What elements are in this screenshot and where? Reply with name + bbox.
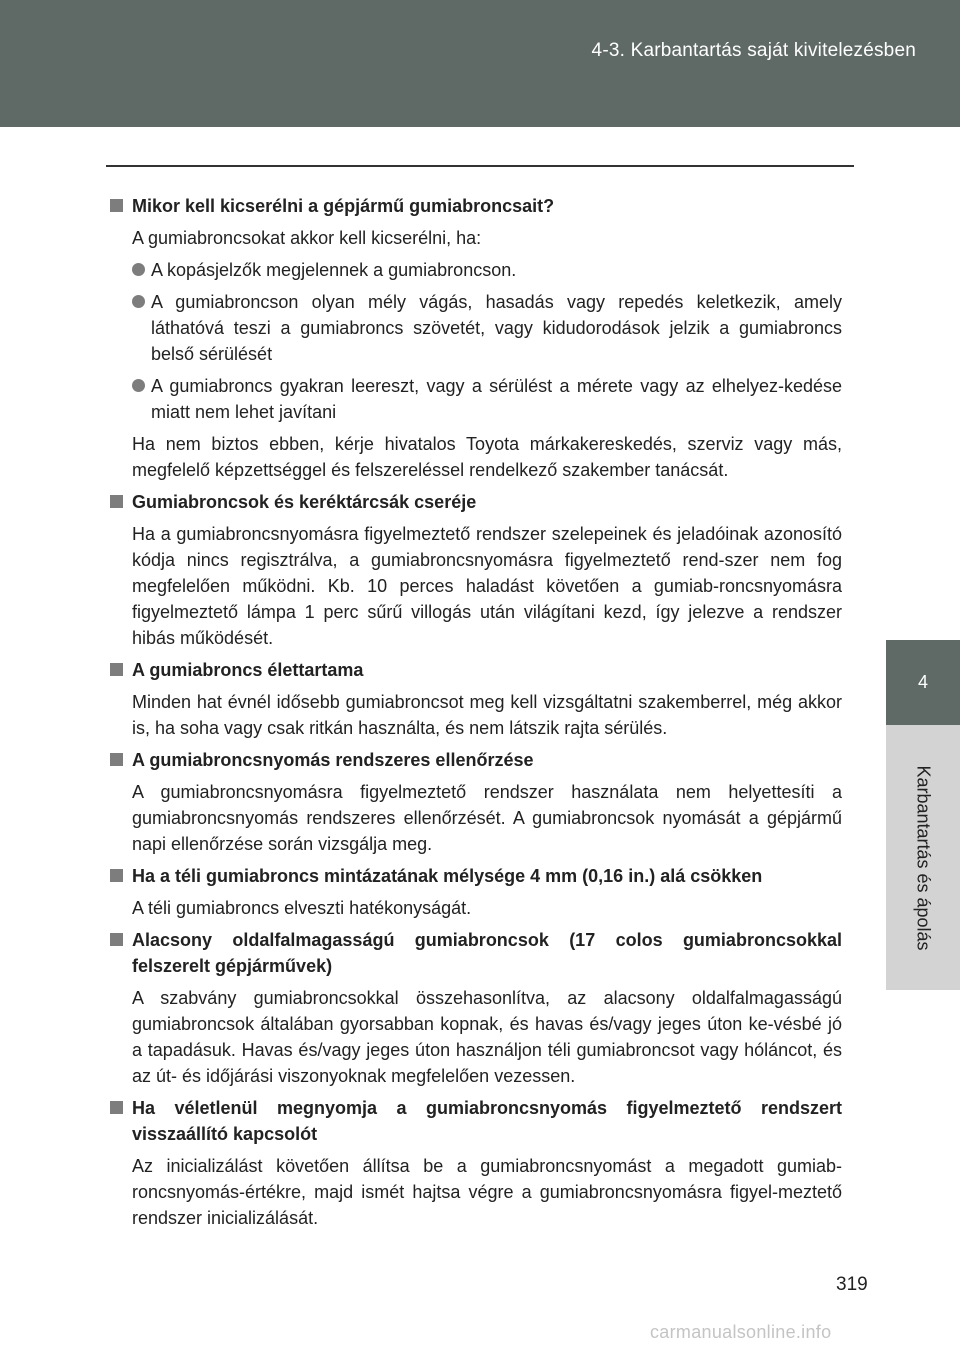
paragraph: A téli gumiabroncs elveszti hatékonyságát. [132,898,472,918]
chapter-number-tab: 4 [886,640,960,725]
circle-bullet-icon [132,263,145,276]
square-bullet-icon [110,199,123,212]
section-heading: Alacsony oldalfalmagasságú gumiabroncsok (17 colos gumiabroncsokkal felszerelt gépjárművek) [110,927,842,979]
section-heading: A gumiabroncsnyomás rendszeres ellenőrzése [110,747,842,773]
chapter-title: Karbantartás és ápolás [913,764,934,951]
square-bullet-icon [110,495,123,508]
paragraph: Ha a gumiabroncsnyomásra figyelmeztető rendszer szelepeinek és jeladóinak azonosító kódja nincs regisztrálva, a gumiabroncsnyomásra figyelmeztető rend-szer nem fog megfelelően működni. Kb. 10 perces haladást követően a gumiab-roncsnyomásra figyelmeztető lámpa 1 perc sűrű villogás után világítani kezd, így jelezve a rendszer hibás működését. [132,524,842,648]
square-bullet-icon [110,753,123,766]
page-number: 319 [836,1274,868,1295]
square-bullet-icon [110,869,123,882]
circle-bullet-icon [132,379,145,392]
paragraph: Minden hat évnél idősebb gumiabroncsot meg kell vizsgáltatni szakemberrel, még akkor is, ha soha vagy csak ritkán használta, és nem látszik rajta sérülés. [132,692,842,738]
section-heading: Ha a téli gumiabroncs mintázatának mélysége 4 mm (0,16 in.) alá csökken [110,863,842,889]
list-item: A gumiabroncs gyakran leereszt, vagy a sérülést a mérete vagy az elhelyez-kedése miatt nem lehet javítani [110,373,842,425]
section-heading: Ha véletlenül megnyomja a gumiabroncsnyomás figyelmeztető rendszert visszaállító kapcsolót [110,1095,842,1147]
section-title: 4-3. Karbantartás saját kivitelezésben [591,40,916,61]
section-heading: A gumiabroncs élettartama [110,657,842,683]
square-bullet-icon [110,663,123,676]
square-bullet-icon [110,933,123,946]
section-heading: Gumiabroncsok és keréktárcsák cseréje [110,489,842,515]
paragraph: A szabvány gumiabroncsokkal összehasonlítva, az alacsony oldalfalmagasságú gumiabroncsok általában gyorsabban kopnak, és havas és/vagy jeges úton ke-vésbé jó a tapadásuk. Havas és/vagy jeges úton használjon téli gumiabroncsot vagy hóláncot, és az út- és időjárási viszonyoknak megfelelően vezessen. [132,988,842,1086]
list-item: A gumiabroncson olyan mély vágás, hasadás vagy repedés keletkezik, amely láthatóvá teszi a gumiabroncs szövetét, vagy kidudorodások jelzik a gumiabroncs belső sérülését [110,289,842,367]
section-heading: Mikor kell kicserélni a gépjármű gumiabroncsait? [110,193,842,219]
square-bullet-icon [110,1101,123,1114]
page-content [110,193,842,1237]
paragraph: A gumiabroncsnyomásra figyelmeztető rendszer használata nem helyettesíti a gumiabroncsnyomás rendszeres ellenőrzését. A gumiabroncsok nyomását a gépjármű napi ellenőrzése során vizsgálja meg. [132,782,842,854]
watermark: carmanualsonline.info [650,1322,832,1342]
paragraph: Ha nem biztos ebben, kérje hivatalos Toyota márkakereskedés, szerviz vagy más, megfelelő képzettséggel és felszereléssel rendelkező szakember tanácsát. [132,434,842,480]
chapter-title-tab [886,725,960,990]
paragraph: Az inicializálást követően állítsa be a gumiabroncsnyomást a megadott gumiab-roncsnyomás-értékre, majd ismét hajtsa végre a gumiabroncsnyomásra figyel-meztető rendszer inicializálását. [132,1156,842,1228]
circle-bullet-icon [132,295,145,308]
list-item: A kopásjelzők megjelennek a gumiabroncson. [110,257,842,283]
top-rule [106,165,854,167]
paragraph: A gumiabroncsokat akkor kell kicserélni, ha: [132,228,482,248]
header-band [0,0,960,127]
